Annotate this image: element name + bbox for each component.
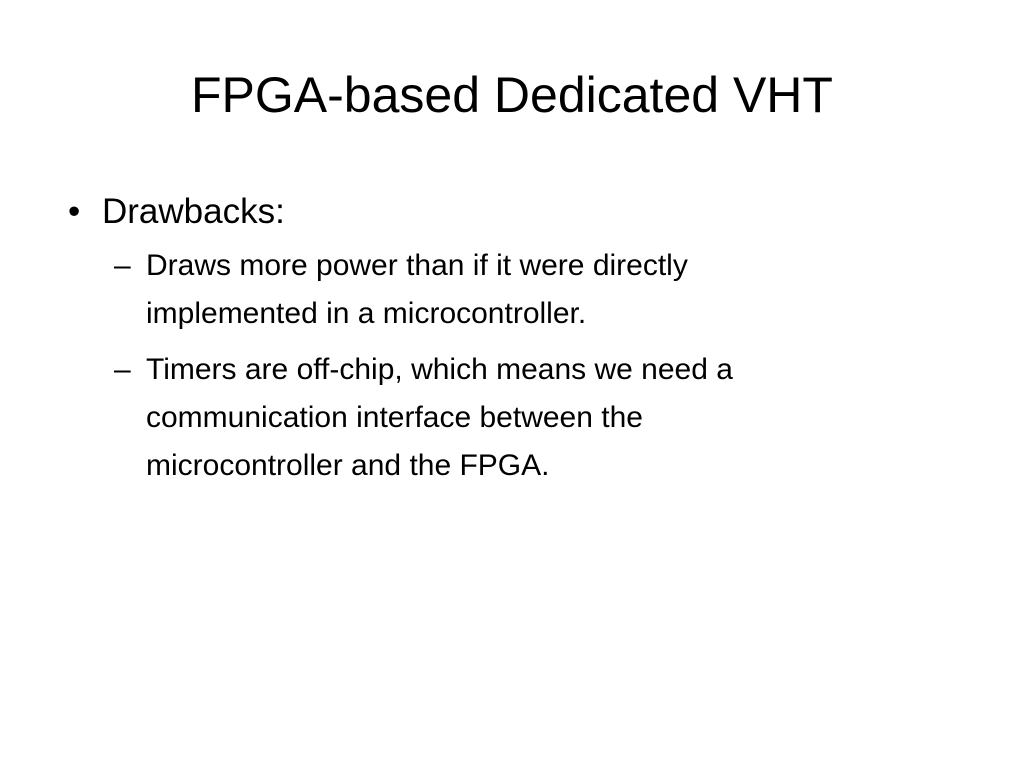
bullet-text: Drawbacks: xyxy=(102,192,285,231)
bullet-dot-icon: • xyxy=(68,192,81,231)
sub-bullet-timers xyxy=(60,346,836,490)
slide-title: FPGA-based Dedicated VHT xyxy=(191,67,833,123)
sub-bullet-power xyxy=(60,242,836,338)
dash-icon: – xyxy=(114,353,131,386)
sub-bullet-text: Draws more power than if it were directly implemented in a microcontroller. xyxy=(146,249,688,330)
bullet-drawbacks xyxy=(60,186,960,238)
dash-icon: – xyxy=(114,249,131,282)
sub-bullet-text: Timers are off-chip, which means we need a communication interface between the microcontroller and the FPGA. xyxy=(146,353,733,482)
sub-bullet-list xyxy=(60,242,960,490)
slide-content xyxy=(60,186,960,498)
